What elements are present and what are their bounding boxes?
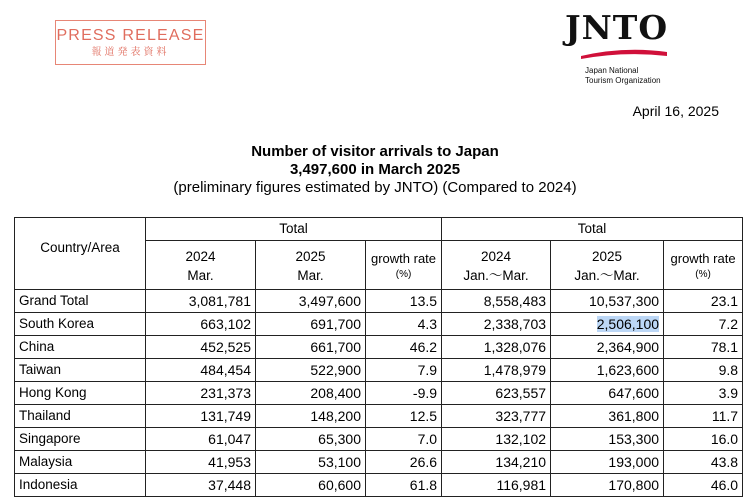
value-cell-growth_ytd: 11.7 — [664, 405, 743, 428]
press-release-subtitle: 報道発表資料 — [91, 47, 170, 58]
value-cell-growth_ytd: 23.1 — [664, 290, 743, 313]
table-row — [15, 405, 743, 428]
col-growth-ytd-header: growth rate (%) — [664, 241, 743, 290]
headline-title: Number of visitor arrivals to Japan — [251, 143, 499, 160]
value-cell-ytd2024: 2,338,703 — [442, 313, 551, 336]
value-cell-growth_ytd: 9.8 — [664, 359, 743, 382]
value-cell-growth_mar: 61.8 — [366, 474, 442, 497]
country-name-cell: China — [15, 336, 146, 359]
col-growth-mar-header: growth rate (%) — [366, 241, 442, 290]
country-name-cell: Thailand — [15, 405, 146, 428]
value-cell-mar2024: 484,454 — [146, 359, 256, 382]
country-area-header: Country/Area — [15, 218, 146, 290]
value-cell-ytd2025: 1,623,600 — [551, 359, 664, 382]
country-name-cell: Taiwan — [15, 359, 146, 382]
value-cell-ytd2025: 153,300 — [551, 428, 664, 451]
logo-text-line2: Tourism Organization — [585, 76, 661, 85]
value-cell-mar2025: 148,200 — [256, 405, 366, 428]
col-2025-mar-header: 2025 Mar. — [256, 241, 366, 290]
value-cell-mar2025: 3,497,600 — [256, 290, 366, 313]
value-cell-mar2025: 60,600 — [256, 474, 366, 497]
value-cell-mar2025: 691,700 — [256, 313, 366, 336]
table-row — [15, 382, 743, 405]
value-cell-mar2024: 452,525 — [146, 336, 256, 359]
value-cell-ytd2025: 170,800 — [551, 474, 664, 497]
col-2024-mar-header: 2024 Mar. — [146, 241, 256, 290]
value-cell-mar2025: 208,400 — [256, 382, 366, 405]
country-name-cell: South Korea — [15, 313, 146, 336]
col-2025-ytd-header: 2025 Jan.～Mar. — [551, 241, 664, 290]
value-cell-growth_mar: -9.9 — [366, 382, 442, 405]
value-cell-ytd2025: 10,537,300 — [551, 290, 664, 313]
value-cell-growth_mar: 12.5 — [366, 405, 442, 428]
visitor-arrivals-table — [14, 217, 743, 497]
value-cell-mar2024: 37,448 — [146, 474, 256, 497]
value-cell-ytd2024: 623,557 — [442, 382, 551, 405]
value-cell-growth_ytd: 3.9 — [664, 382, 743, 405]
value-cell-growth_ytd: 16.0 — [664, 428, 743, 451]
country-name-cell: Grand Total — [15, 290, 146, 313]
value-cell-ytd2025: 193,000 — [551, 451, 664, 474]
value-cell-growth_ytd: 7.2 — [664, 313, 743, 336]
value-cell-mar2024: 663,102 — [146, 313, 256, 336]
march-total-header: Total — [146, 218, 442, 241]
value-cell-ytd2025: 2,364,900 — [551, 336, 664, 359]
country-name-cell: Singapore — [15, 428, 146, 451]
value-cell-ytd2025: 647,600 — [551, 382, 664, 405]
country-name-cell: Indonesia — [15, 474, 146, 497]
value-cell-growth_ytd: 43.8 — [664, 451, 743, 474]
table-row — [15, 428, 743, 451]
headline-note: (preliminary figures estimated by JNTO) (Compared to 2024) — [173, 179, 577, 196]
headline — [0, 143, 750, 197]
country-name-cell: Malaysia — [15, 451, 146, 474]
value-cell-mar2025: 65,300 — [256, 428, 366, 451]
value-cell-mar2025: 53,100 — [256, 451, 366, 474]
table-row — [15, 290, 743, 313]
table-row — [15, 313, 743, 336]
value-cell-growth_mar: 7.9 — [366, 359, 442, 382]
table-row — [15, 359, 743, 382]
value-cell-mar2024: 131,749 — [146, 405, 256, 428]
value-cell-mar2025: 661,700 — [256, 336, 366, 359]
table-row — [15, 474, 743, 497]
value-cell-mar2024: 61,047 — [146, 428, 256, 451]
value-cell-ytd2024: 8,558,483 — [442, 290, 551, 313]
logo-arc-icon — [579, 46, 669, 60]
release-date: April 16, 2025 — [632, 103, 719, 119]
logo-text-line1: Japan National — [585, 66, 639, 75]
value-cell-growth_mar: 7.0 — [366, 428, 442, 451]
value-cell-growth_mar: 46.2 — [366, 336, 442, 359]
country-name-cell: Hong Kong — [15, 382, 146, 405]
table-row — [15, 336, 743, 359]
jnto-logo — [565, 8, 695, 85]
value-cell-mar2024: 3,081,781 — [146, 290, 256, 313]
ytd-total-header: Total — [442, 218, 743, 241]
value-cell-ytd2024: 1,478,979 — [442, 359, 551, 382]
logo-mark: JNTO — [565, 8, 669, 47]
press-release-title: PRESS RELEASE — [56, 27, 205, 44]
value-cell-ytd2024: 134,210 — [442, 451, 551, 474]
col-2024-ytd-header: 2024 Jan.～Mar. — [442, 241, 551, 290]
table-row — [15, 451, 743, 474]
value-cell-ytd2024: 116,981 — [442, 474, 551, 497]
value-cell-ytd2024: 132,102 — [442, 428, 551, 451]
value-cell-mar2025: 522,900 — [256, 359, 366, 382]
value-cell-ytd2024: 323,777 — [442, 405, 551, 428]
value-cell-growth_mar: 4.3 — [366, 313, 442, 336]
value-cell-growth_ytd: 78.1 — [664, 336, 743, 359]
value-cell-ytd2025 — [551, 313, 664, 336]
press-release-badge — [55, 20, 206, 65]
value-cell-mar2024: 41,953 — [146, 451, 256, 474]
value-cell-mar2024: 231,373 — [146, 382, 256, 405]
selected-value[interactable]: 2,506,100 — [596, 316, 660, 332]
value-cell-ytd2025: 361,800 — [551, 405, 664, 428]
value-cell-growth_mar: 26.6 — [366, 451, 442, 474]
headline-total: 3,497,600 in March 2025 — [289, 161, 461, 178]
value-cell-growth_mar: 13.5 — [366, 290, 442, 313]
value-cell-ytd2024: 1,328,076 — [442, 336, 551, 359]
value-cell-growth_ytd: 46.0 — [664, 474, 743, 497]
